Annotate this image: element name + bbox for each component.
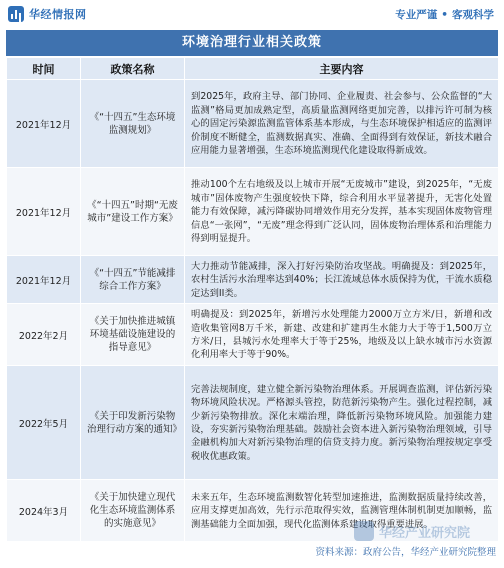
row-policy-name: 《关于加快推进城镇环境基础设施建设的指导意见》 (81, 304, 185, 366)
row-content: 明确提及：到2025年，新增污水处理能力2000万立方米/日，新增和改造收集管网8万千米，新建、改建和扩建再生水能力大于等于1,500万立方米/日，县城污水处理率大于等于25%，地级及以上缺水城市污水资源化利用率大于等于90%。 (185, 304, 499, 366)
logo-text: 华经情报网 (29, 8, 87, 21)
slogan-left: 专业严谨 (395, 9, 438, 21)
row-policy-name: 《“十四五”时期“无废城市”建设工作方案》 (81, 168, 185, 256)
site-logo[interactable] (8, 6, 87, 22)
row-content: 到2025年，政府主导、部门协同、企业履责、社会参与、公众监督的“大监测”格局更加成熟定型，高质量监测网络更加完善，以排污许可制为核心的固定污染源监测监管体系基本形成，与生态环境保护相适应的监测评价制度不断健全，监测数据真实、准确、全面得到有效保证，新技术融合应用能力显著增强，生态环境监测现代化建设取得新成效。 (185, 80, 499, 168)
table-row (7, 256, 499, 304)
row-date: 2021年12月 (7, 256, 81, 304)
source-note: 资料来源：政府公告，华经产业研究院整理 (315, 547, 496, 558)
slogan (395, 7, 494, 22)
row-policy-name: 《“十四五”节能减排综合工作方案》 (81, 256, 185, 304)
row-policy-name: 《关于印发新污染物治理行动方案的通知》 (81, 366, 185, 480)
row-content: 推动100个左右地级及以上城市开展“无废城市”建设，到2025年，“无废城市”固体废物产生强度较快下降，综合利用水平显著提升，无害化处置能力有效保障，减污降碳协同增效作用充分发挥，基本实现固体废物管理信息“一张网”，“无废”理念得到广泛认同，固体废物治理体系和治理能力得到明显提升。 (185, 168, 499, 256)
row-date: 2024年3月 (7, 480, 81, 542)
column-header-date: 时间 (7, 58, 81, 80)
slogan-separator: • (441, 9, 448, 21)
watermark (354, 520, 500, 542)
row-date: 2021年12月 (7, 168, 81, 256)
policy-table (6, 57, 499, 542)
column-header-policy-name: 政策名称 (81, 58, 185, 80)
watermark-text: 华经产业研究院 (379, 525, 471, 541)
row-date: 2021年12月 (7, 80, 81, 168)
page-title: 环境治理行业相关政策 (6, 30, 498, 56)
row-policy-name: 《“十四五”生态环境监测规划》 (81, 80, 185, 168)
table-header-row (7, 58, 499, 80)
row-content: 完善法规制度，建立健全新污染物治理体系。开展调查监测，评估新污染物环境风险状况。严格源头管控，防范新污染物产生。强化过程控制，减少新污染物排放。深化末端治理，降低新污染物环境风险。加强能力建设，夯实新污染物治理基础。鼓励社会资本进入新污染物治理领域，引导金融机构加大对新污染物治理的信贷支持力度。新污染物治理按规定享受税收优惠政策。 (185, 366, 499, 480)
table-row (7, 366, 499, 480)
row-date: 2022年2月 (7, 304, 81, 366)
table-row (7, 168, 499, 256)
row-policy-name: 《关于加快建立现代化生态环境监测体系的实施意见》 (81, 480, 185, 542)
table-row (7, 304, 499, 366)
watermark-logo-icon (354, 521, 374, 541)
slogan-right: 客观科学 (452, 9, 494, 21)
row-date: 2022年5月 (7, 366, 81, 480)
bar-chart-icon (8, 6, 24, 22)
row-content: 未来五年，生态环境监测数智化转型加速推进，监测数据质量持续改善，应用支撑更加高效，先行示范取得实效，监测管理体制机制更加顺畅，监测基础能力全面加强，现代化监测体系建设取得重要进展。 (185, 480, 499, 542)
column-header-content: 主要内容 (185, 58, 499, 80)
table-row (7, 80, 499, 168)
top-bar (0, 0, 504, 28)
row-content: 大力推动节能减排，深入打好污染防治攻坚战。明确提及：到2025年，农村生活污水治理率达到40%；长江流域总体水质保持为优，干流水质稳定达到II类。 (185, 256, 499, 304)
